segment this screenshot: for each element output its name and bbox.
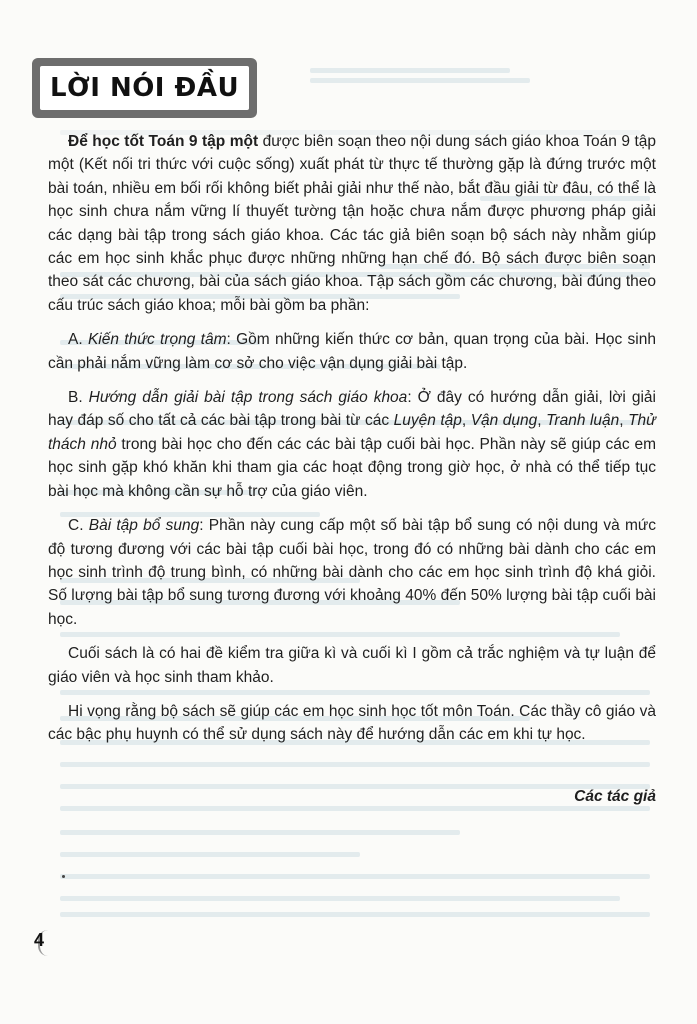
part-c-paragraph: C. Bài tập bổ sung: Phần này cung cấp một số bài tập bổ sung có nội dung và mức độ tương đương với các bài tập cuối bài học, trong đó có những bài dành cho các em học sinh trình độ trung bình, có những bài dành cho các em học sinh trình độ khá giỏi. Số lượng bài tập bổ sung tương đương với khoảng 40% đến 50% lượng bài tập cuối bài học. [48,517,656,628]
part-c-title: Bài tập bổ sung [88,517,200,535]
part-b-paragraph: B. Hướng dẫn giải bài tập trong sách giáo khoa: Ở đây có hướng dẫn giải, lời giải hay đáp số cho tất cả các bài tập trong bài từ các Luyện tập, Vận dụng, Tranh luận, Thử thách nhỏ trong bài học cho đến các các bài tập cuối bài học. Phần này sẽ giúp các em học sinh gặp khó khăn khi tham gia các hoạt động trong giờ học, ở nhà có thể tiếp tục bài học mà không cần sự hỗ trợ của giáo viên. [48,389,657,500]
part-b-title: Hướng dẫn giải bài tập trong sách giáo khoa [88,389,408,407]
closing-paragraph-2: Hi vọng rằng bộ sách sẽ giúp các em học sinh học tốt môn Toán. Các thầy cô giáo và các bậc phụ huynh có thể sử dụng sách này để hướng dẫn các em khi tự học. [48,702,656,744]
page-number: 4 [34,930,45,950]
preface-body [48,130,657,805]
part-a-title: Kiến thức trọng tâm [87,331,227,349]
page-heading-box [32,58,257,118]
book-title: Để học tốt Toán 9 tập một [68,133,259,150]
closing-paragraph-1: Cuối sách là có hai đề kiểm tra giữa kì và cuối kì I gồm cả trắc nghiệm và tự luận để giáo viên và học sinh tham khảo. [48,645,656,686]
page-title: LỜI NÓI ĐẦU [40,66,249,110]
intro-paragraph: Để học tốt Toán 9 tập một được biên soạn theo nội dung sách giáo khoa Toán 9 tập một (Kết nối tri thức với cuộc sống) xuất phát từ thực tế thường gặp là đứng trước một bài toán, nhiều em bối rối không biết phải giải như thế nào, bắt đầu giải từ đâu, có thể là học sinh chưa nắm vững lí thuyết tường tận hoặc chưa nắm được phương pháp giải các dạng bài tập trong sách giáo khoa. Các tác giả biên soạn bộ sách này nhằm giúp các em học sinh khắc phục được những những hạn chế đó. Bộ sách được biên soạn theo sát các chương, bài của sách giáo khoa. Tập sách gồm các chương, bài đúng theo cấu trúc sách giáo khoa; mỗi bài gồm ba phần: [48,133,656,314]
stray-mark [62,875,65,878]
part-a-paragraph: A. Kiến thức trọng tâm: Gồm những kiến thức cơ bản, quan trọng của bài. Học sinh cần phải nắm vững làm cơ sở cho việc vận dụng giải bài tập. [48,331,656,372]
authors-signature: Các tác giả [574,788,656,805]
